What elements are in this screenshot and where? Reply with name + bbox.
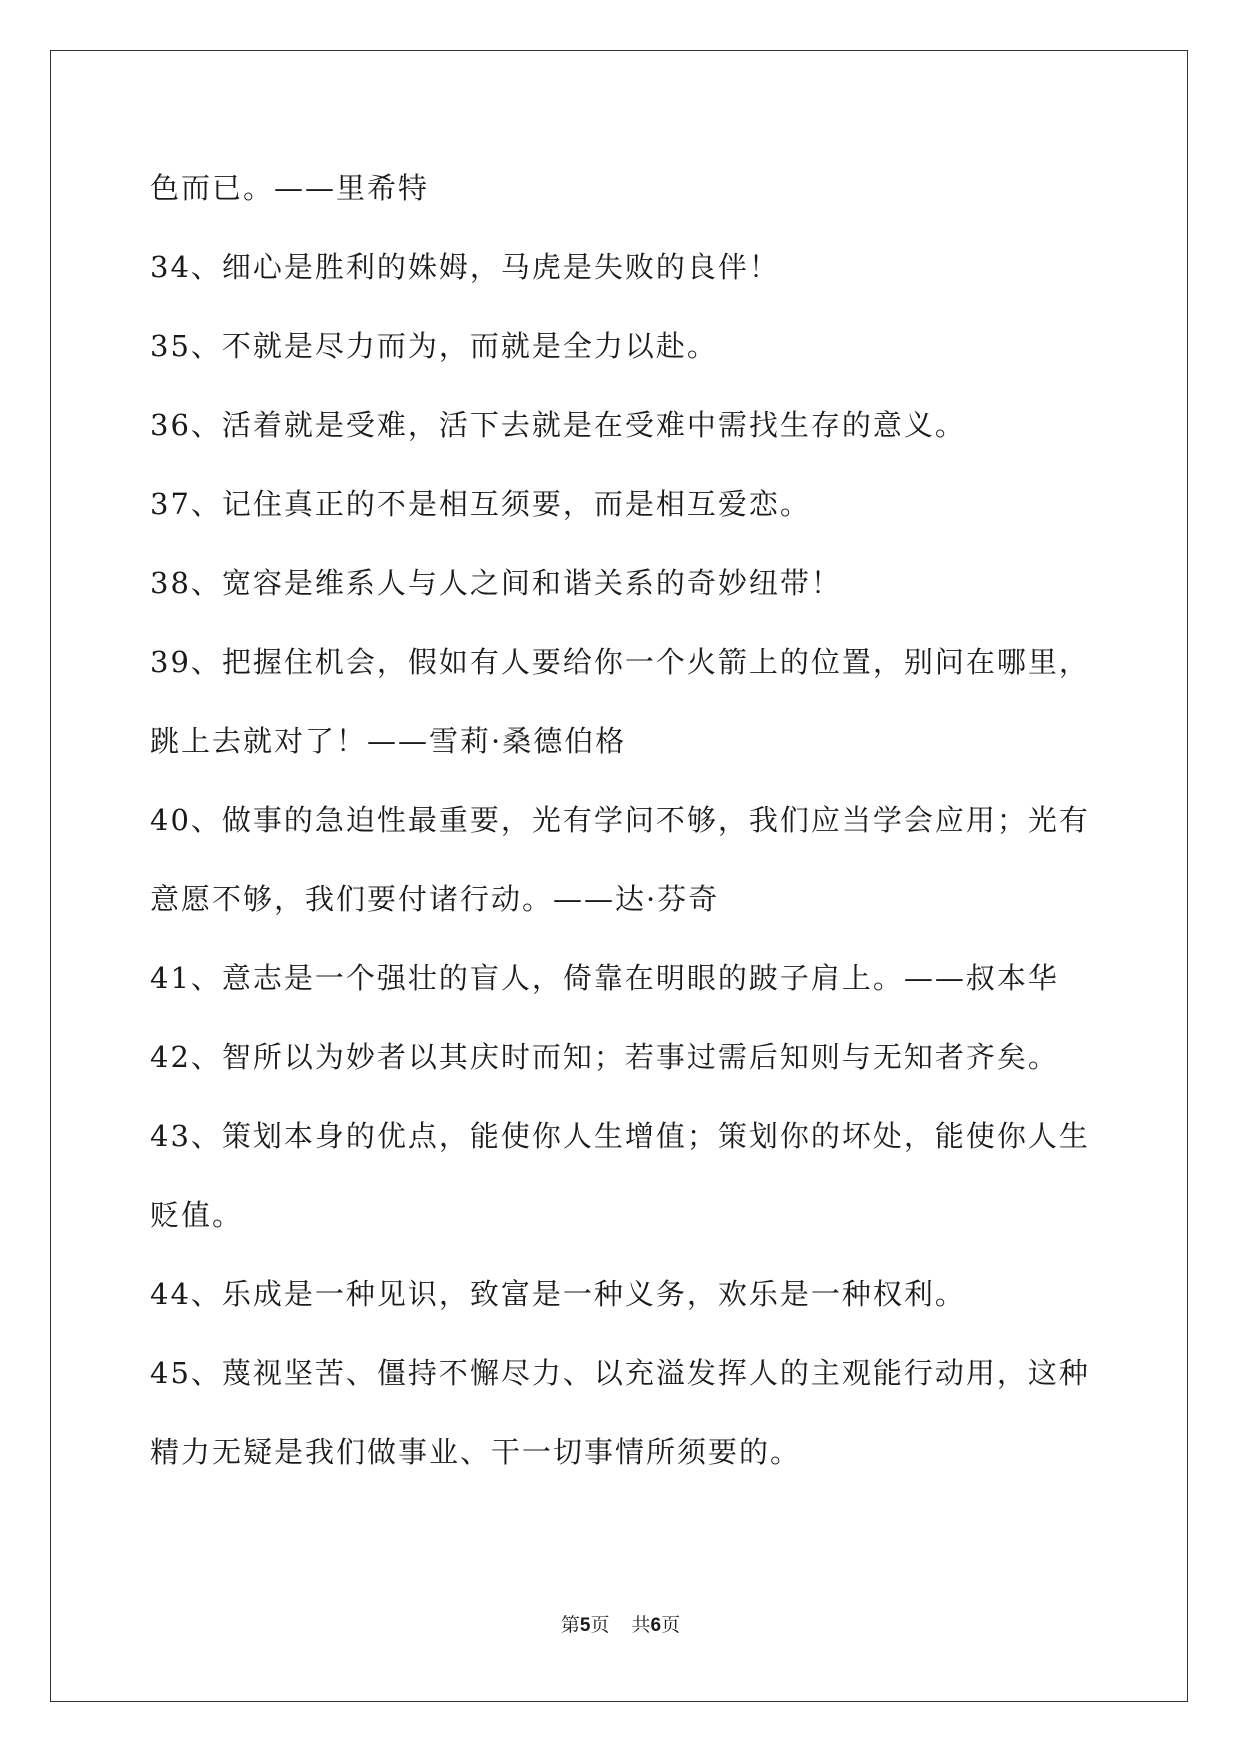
text-line: 意愿不够，我们要付诸行动。——达·芬奇: [150, 882, 720, 916]
current-page-number: 5: [579, 1615, 591, 1636]
text-line: 跳上去就对了！——雪莉·桑德伯格: [150, 724, 627, 758]
page-suffix: 页: [590, 1614, 610, 1636]
text-line: 36、活着就是受难，活下去就是在受难中需找生存的意义。: [150, 408, 966, 442]
page-footer: [0, 1610, 1241, 1637]
text-line: 40、做事的急迫性最重要，光有学问不够，我们应当学会应用；光有: [150, 803, 1090, 837]
total-prefix: 共: [631, 1614, 651, 1636]
text-line: 41、意志是一个强壮的盲人，倚靠在明眼的跛子肩上。——叔本华: [150, 961, 1059, 995]
text-line: 44、乐成是一种见识，致富是一种义务，欢乐是一种权利。: [150, 1277, 966, 1311]
text-line: 39、把握住机会，假如有人要给你一个火箭上的位置，别问在哪里，: [150, 645, 1090, 679]
text-line: 34、细心是胜利的姝姆，马虎是失败的良伴！: [150, 250, 780, 284]
text-line: 精力无疑是我们做事业、干一切事情所须要的。: [150, 1435, 802, 1469]
text-line: 38、宽容是维系人与人之间和谐关系的奇妙纽带！: [150, 566, 842, 600]
text-line: 43、策划本身的优点，能使你人生增值；策划你的坏处，能使你人生: [150, 1119, 1090, 1153]
text-line: 37、记住真正的不是相互须要，而是相互爱恋。: [150, 487, 811, 521]
text-line: 贬值。: [150, 1198, 244, 1232]
text-line: 色而已。——里希特: [150, 171, 430, 205]
total-page-number: 6: [650, 1615, 662, 1636]
page-prefix: 第: [560, 1614, 580, 1636]
text-line: 35、不就是尽力而为，而就是全力以赴。: [150, 329, 718, 363]
total-suffix: 页: [661, 1614, 681, 1636]
document-body: [150, 162, 1110, 1505]
text-line: 45、蔑视坚苦、僵持不懈尽力、以充溢发挥人的主观能行动用，这种: [150, 1356, 1090, 1390]
text-line: 42、智所以为妙者以其庆时而知；若事过需后知则与无知者齐矣。: [150, 1040, 1059, 1074]
